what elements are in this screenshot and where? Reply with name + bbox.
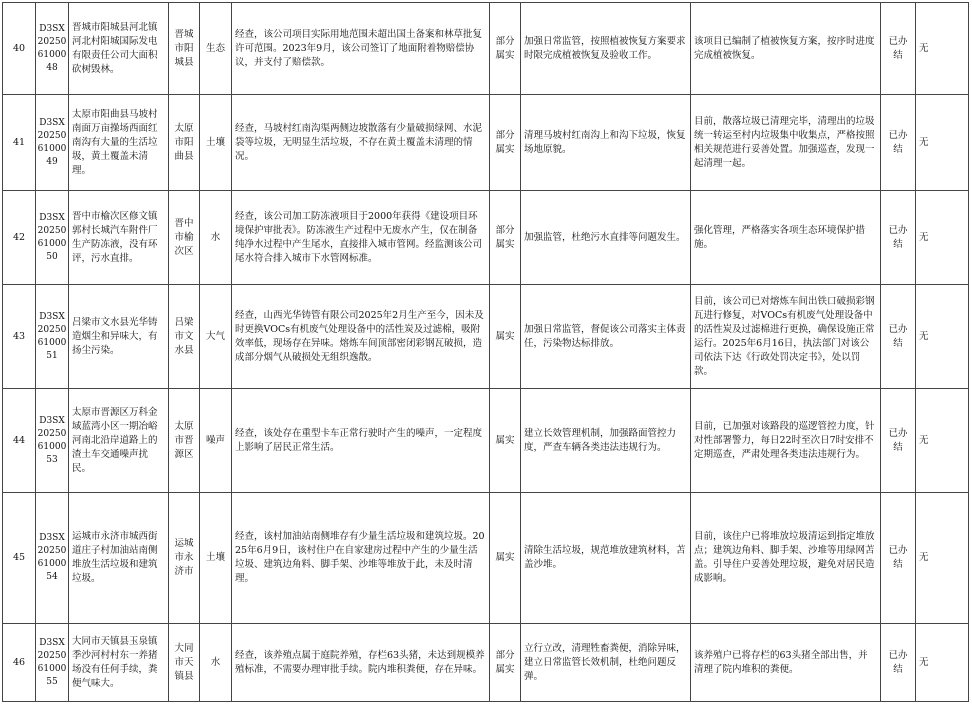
rectification-measure: 清除生活垃圾，规范堆放建筑材料，苫盖沙堆。 bbox=[521, 493, 691, 624]
accountability: 无 bbox=[916, 191, 969, 285]
investigation-finding: 经查，马坡村红南沟渠两侧边坡散落有少量破损绿网、水泥袋等垃圾，无明显生活垃圾，不存在黄土覆盖未清理的情况。 bbox=[232, 95, 490, 191]
region: 吕梁市文水县 bbox=[169, 285, 200, 389]
rectification-measure: 加强日常监管，督促该公司落实主体责任，污染物达标排放。 bbox=[521, 285, 691, 389]
complaint-description: 太原市晋源区万科金域蓝湾小区一期冶峪河南北沿岸道路上的渣土车交通噪声扰民。 bbox=[69, 389, 169, 493]
table-row bbox=[3, 493, 969, 624]
table-row bbox=[3, 285, 969, 389]
region: 运城市永济市 bbox=[169, 493, 200, 624]
case-status: 已办结 bbox=[881, 493, 916, 624]
case-code: D3SX202506100055 bbox=[36, 624, 69, 702]
rectification-progress: 该项目已编制了植被恢复方案，按序时进度完成植被恢复。 bbox=[691, 3, 881, 95]
accountability: 无 bbox=[916, 285, 969, 389]
table-row bbox=[3, 389, 969, 493]
case-status: 已办结 bbox=[881, 285, 916, 389]
row-number: 40 bbox=[3, 3, 36, 95]
rectification-progress: 目前，该住户已将堆放垃圾清运到指定堆放点；建筑边角料、脚手架、沙堆等用绿网苫盖。引导住户妥善处理垃圾，避免对居民造成影响。 bbox=[691, 493, 881, 624]
complaint-description: 晋城市阳城县河北镇河北村阳城国际发电有限责任公司大面积砍树毁林。 bbox=[69, 3, 169, 95]
case-status: 已办结 bbox=[881, 389, 916, 493]
rectification-measure: 加强日常监管，按照植被恢复方案要求时限完成植被恢复及验收工作。 bbox=[521, 3, 691, 95]
verification-result: 部分属实 bbox=[490, 3, 521, 95]
case-status: 已办结 bbox=[881, 95, 916, 191]
pollution-type: 大气 bbox=[200, 285, 232, 389]
pollution-type: 土壤 bbox=[200, 95, 232, 191]
case-code: D3SX202506100054 bbox=[36, 493, 69, 624]
rectification-progress: 目前，散落垃圾已清理完毕，清理出的垃圾统一转运至村内垃圾集中收集点，严格按照相关规范进行妥善处置。加强巡查，发现一起清理一起。 bbox=[691, 95, 881, 191]
investigation-finding: 经查，该处存在重型卡车正常行驶时产生的噪声，一定程度上影响了居民正常生活。 bbox=[232, 389, 490, 493]
rectification-measure: 加强监管，杜绝污水直排等问题发生。 bbox=[521, 191, 691, 285]
region: 大同市天镇县 bbox=[169, 624, 200, 702]
complaint-description: 晋中市榆次区修文镇郭村长城汽车附件厂生产防冻液，没有环评，污水直排。 bbox=[69, 191, 169, 285]
accountability: 无 bbox=[916, 95, 969, 191]
rectification-measure: 立行立改，清理牲畜粪便，消除异味，建立日常监管长效机制，杜绝问题反弹。 bbox=[521, 624, 691, 702]
region: 太原市阳曲县 bbox=[169, 95, 200, 191]
verification-result: 属实 bbox=[490, 389, 521, 493]
table-row bbox=[3, 95, 969, 191]
pollution-type: 水 bbox=[200, 624, 232, 702]
row-number: 41 bbox=[3, 95, 36, 191]
row-number: 46 bbox=[3, 624, 36, 702]
complaint-description: 运城市永济市城西街道庄子村加油站南侧堆放生活垃圾和建筑垃圾。 bbox=[69, 493, 169, 624]
accountability: 无 bbox=[916, 624, 969, 702]
verification-result: 部分属实 bbox=[490, 95, 521, 191]
accountability: 无 bbox=[916, 389, 969, 493]
case-status: 已办结 bbox=[881, 191, 916, 285]
pollution-type: 土壤 bbox=[200, 493, 232, 624]
case-code: D3SX202506100050 bbox=[36, 191, 69, 285]
investigation-finding: 经查，该村加油站南侧堆存有少量生活垃圾和建筑垃圾。2025年6月9日，该村住户在自家建房过程中产生的少量生活垃圾、建筑边角料、脚手架、沙堆等堆放于此，未及时清理。 bbox=[232, 493, 490, 624]
investigation-finding: 经查，该养殖点属于庭院养殖，存栏63头猪，未达到规模养殖标准，不需要办理审批手续。院内堆积粪便，存在异味。 bbox=[232, 624, 490, 702]
rectification-progress: 目前，已加强对该路段的巡逻管控力度，针对性部署警力，每日22时至次日7时安排不定期巡查，严肃处理各类违法违规行为。 bbox=[691, 389, 881, 493]
complaint-description: 吕梁市文水县光华铸造烟尘和异味大，有扬尘污染。 bbox=[69, 285, 169, 389]
rectification-measure: 建立长效管理机制，加强路面管控力度，严查车辆各类违法违规行为。 bbox=[521, 389, 691, 493]
complaint-description: 大同市天镇县玉泉镇季沙河村村东一养猪场没有任何手续，粪便气味大。 bbox=[69, 624, 169, 702]
rectification-progress: 该养殖户已将存栏的63头猪全部出售，并清理了院内堆积的粪便。 bbox=[691, 624, 881, 702]
complaint-description: 太原市阳曲县马坡村南面万亩操场西面红南沟有大量的生活垃圾，黄土覆盖未清理。 bbox=[69, 95, 169, 191]
row-number: 44 bbox=[3, 389, 36, 493]
investigation-finding: 经查，该公司加工防冻液项目于2000年获得《建设项目环境保护审批表》。防冻液生产过程中无废水产生，仅在制备纯净水过程中产生尾水，直接排入城市管网。经监测该公司尾水符合排入城市下水管网标准。 bbox=[232, 191, 490, 285]
rectification-measure: 清理马坡村红南沟上和沟下垃圾，恢复场地原貌。 bbox=[521, 95, 691, 191]
pollution-type: 生态 bbox=[200, 3, 232, 95]
row-number: 45 bbox=[3, 493, 36, 624]
table-row bbox=[3, 3, 969, 95]
case-code: D3SX202506100051 bbox=[36, 285, 69, 389]
investigation-finding: 经查，山西光华铸管有限公司2025年2月生产至今，因未及时更换VOCs有机废气处理设备中的活性炭及过滤棉，吸附效率低，现场存在异味。熔炼车间顶部密闭彩钢瓦破损，造成部分烟气从破损处无组织逸散。 bbox=[232, 285, 490, 389]
row-number: 42 bbox=[3, 191, 36, 285]
investigation-finding: 经查，该公司项目实际用地范围未超出国土备案和林草批复许可范围。2023年9月，该公司签订了地面附着物赔偿协议，并支付了赔偿款。 bbox=[232, 3, 490, 95]
pollution-type: 噪声 bbox=[200, 389, 232, 493]
pollution-type: 水 bbox=[200, 191, 232, 285]
accountability: 无 bbox=[916, 3, 969, 95]
case-status: 已办结 bbox=[881, 624, 916, 702]
accountability: 无 bbox=[916, 493, 969, 624]
rectification-progress: 强化管理，严格落实各项生态环境保护措施。 bbox=[691, 191, 881, 285]
region: 晋城市阳城县 bbox=[169, 3, 200, 95]
rectification-progress: 目前，该公司已对熔炼车间出铁口破损彩钢瓦进行修复，对VOCs有机废气处理设备中的活性炭及过滤棉进行更换，确保设施正常运行。2025年6月16日，执法部门对该公司依法下达《行政处罚决定书》，处以罚款。 bbox=[691, 285, 881, 389]
table-row bbox=[3, 624, 969, 702]
case-status: 已办结 bbox=[881, 3, 916, 95]
verification-result: 属实 bbox=[490, 285, 521, 389]
region: 太原市晋源区 bbox=[169, 389, 200, 493]
verification-result: 部分属实 bbox=[490, 624, 521, 702]
complaint-table bbox=[2, 2, 969, 702]
row-number: 43 bbox=[3, 285, 36, 389]
region: 晋中市榆次区 bbox=[169, 191, 200, 285]
case-code: D3SX202506100053 bbox=[36, 389, 69, 493]
verification-result: 部分属实 bbox=[490, 191, 521, 285]
verification-result: 属实 bbox=[490, 493, 521, 624]
case-code: D3SX202506100049 bbox=[36, 95, 69, 191]
table-row bbox=[3, 191, 969, 285]
case-code: D3SX202506100048 bbox=[36, 3, 69, 95]
